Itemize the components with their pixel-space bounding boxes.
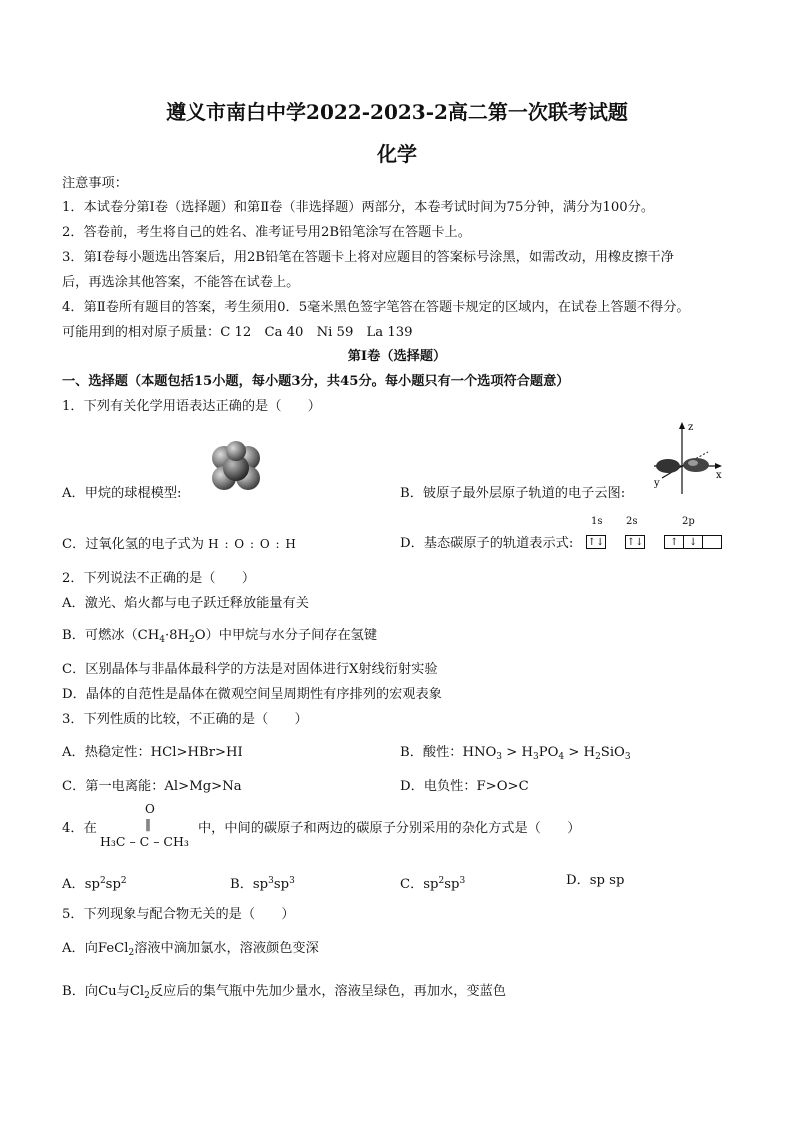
acetone-structure	[100, 802, 200, 854]
q5-option-a: A．向FeCl$_2$溶液中滴加氯水，溶液颜色变深	[62, 941, 319, 958]
q3-option-a: A．热稳定性：HCl>HBr>HI	[62, 745, 243, 760]
notes-heading: 注意事项：	[62, 176, 128, 191]
axis-label-x: x	[716, 470, 722, 481]
carbon-orbital-diagram	[586, 516, 726, 552]
q2-option-d: D．晶体的自范性是晶体在微观空间呈周期性有序排列的宏观表象	[62, 687, 442, 702]
atomic-masses: 可能用到的相对原子质量：C 12 Ca 40 Ni 59 La 139	[62, 325, 413, 340]
section1-heading: 一、选择题（本题包括15小题，每小题3分，共45分。每小题只有一个选项符合题意）	[62, 374, 570, 389]
methane-model-image	[208, 438, 264, 496]
orbital-box-2p-1: ↑	[664, 535, 684, 549]
note-4: 4．第Ⅱ卷所有题目的答案，考生须用0．5毫米黑色签字笔答在答题卡规定的区域内，在试卷上答题不得分。	[62, 300, 690, 315]
q4-option-b: B．$sp^3sp^3$	[230, 876, 295, 892]
q3-option-d: D．电负性：F>O>C	[400, 779, 529, 794]
note-3: 3．第Ⅰ卷每小题选出答案后，用2B铅笔在答题卡上将对应题目的答案标号涂黑，如需改动，用橡皮擦干净	[62, 250, 674, 265]
q3-option-b: B．酸性：$HNO_3 > H_3PO_4 > H_2SiO_3$	[400, 745, 631, 762]
q1-option-c	[62, 535, 297, 554]
q5-stem: 5．下列现象与配合物无关的是（ ）	[62, 907, 295, 922]
q2-option-b: B．可燃冰$(CH_4\cdot 8H_2O)$中甲烷与水分子间存在氢键	[62, 628, 378, 645]
q2-option-c: C．区别晶体与非晶体最科学的方法是对固体进行X射线衍射实验	[62, 662, 438, 677]
axis-label-y: y	[654, 478, 660, 489]
q4-option-c: C．$sp^2sp^3$	[400, 876, 466, 892]
orbital-label-2p: 2p	[682, 516, 695, 527]
axis-label-z: z	[688, 422, 694, 433]
orbital-label-1s: 1s	[591, 516, 603, 527]
q4-stem-pre: 4．在	[62, 821, 97, 836]
q4-stem-post: 中，中间的碳原子和两边的碳原子分别采用的杂化方式是（ ）	[198, 821, 581, 836]
acetone-double-bond: ‖	[145, 817, 151, 831]
q4-option-d: D．sp sp	[566, 873, 625, 888]
q1-stem: 1．下列有关化学用语表达正确的是（ ）	[62, 399, 321, 414]
q1-option-d: D．基态碳原子的轨道表示式:	[400, 536, 574, 551]
p-orbital-diagram	[646, 418, 728, 498]
q1-option-b: B．铍原子最外层原子轨道的电子云图:	[400, 486, 626, 501]
q2-stem: 2．下列说法不正确的是（ ）	[62, 571, 256, 586]
h2o2-electron-formula: H : O : O : H	[208, 537, 297, 551]
orbital-box-2p-3	[702, 535, 722, 549]
orbital-box-1s: ↑↓	[587, 536, 605, 548]
q5-option-b: B．向Cu与$Cl_2$反应后的集气瓶中先加少量水，溶液呈绿色，再加水，变蓝色	[62, 984, 506, 1001]
q3-option-c: C．第一电离能：Al>Mg>Na	[62, 779, 242, 794]
q1-option-a: A．甲烷的球棍模型:	[62, 486, 182, 501]
orbital-box-2p-2: ↓	[683, 535, 703, 549]
note-1: 1．本试卷分第Ⅰ卷（选择题）和第Ⅱ卷（非选择题）两部分，本卷考试时间为75分钟，满分为100分。	[62, 200, 655, 215]
note-3-cont: 后，再选涂其他答案，不能答在试卷上。	[62, 275, 300, 290]
exam-title: 遵义市南白中学2022-2023-2高二第一次联考试题	[166, 100, 628, 124]
q1-option-c-text: C．过氧化氢的电子式为	[62, 537, 204, 552]
acetone-chain: H₃C – C – CH₃	[100, 834, 189, 849]
orbital-label-2s: 2s	[626, 516, 638, 527]
q4-option-a: A．$sp^2sp^2$	[62, 876, 127, 892]
subject-title: 化学	[377, 142, 417, 166]
part1-heading: 第Ⅰ卷（选择题）	[347, 349, 447, 364]
note-2: 2．答卷前，考生将自己的姓名、准考证号用2B铅笔涂写在答题卡上。	[62, 225, 471, 240]
orbital-box-2s: ↑↓	[626, 536, 644, 548]
acetone-oxygen: O	[145, 802, 155, 816]
q2-option-a: A．激光、焰火都与电子跃迁释放能量有关	[62, 596, 309, 611]
q3-stem: 3．下列性质的比较，不正确的是（ ）	[62, 712, 308, 727]
